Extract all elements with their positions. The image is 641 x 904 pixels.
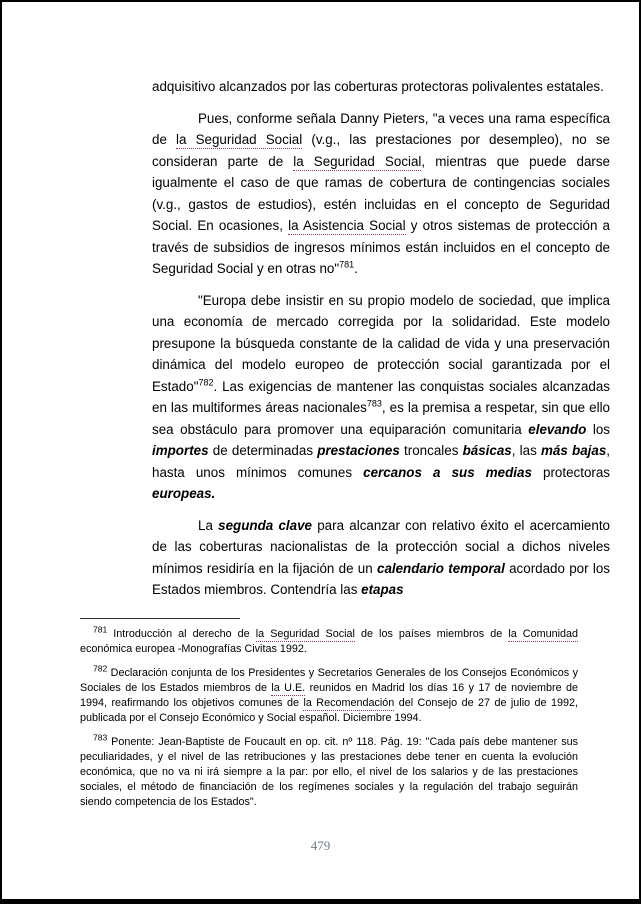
page-number: 479 [310, 838, 331, 853]
flagged-phrase-underline: la Comunidad [508, 628, 579, 640]
text-run: del Consejo de 27 de julio de 1992, publicada por el Consejo Económico y Social español. Diciembre 1994. [80, 697, 578, 724]
text-run: Ponente: Jean-Baptiste de Foucault en op. cit. nº 118. Pág. 19: "Cada país debe mantener sus peculiaridades, y el nivel de las retribuciones y las prestaciones debe tener en cuenta la evolución económica, que no va ni irá siempre a la par: por ello, el nivel de los salarios y de las prestaciones sociales, el método de financiación de los regímenes sociales y la regulación del trabajo seguirán siendo competencia de los Estados". [80, 736, 578, 808]
emphasis-text: elevando [528, 421, 587, 437]
text-run: acordado por los Estados miembros. Contendría las [152, 560, 610, 597]
text-run: La [198, 517, 219, 533]
emphasis-text: cercanos a sus medias [363, 464, 532, 480]
text-run: troncales [399, 443, 463, 458]
footnote-ref: 781 [93, 624, 108, 635]
footnote-783 [80, 732, 578, 810]
text-run: , hasta unos mínimos comunes [152, 443, 611, 480]
flagged-phrase-underline: la Seguridad Social [293, 153, 422, 169]
emphasis-text: etapas [361, 582, 404, 597]
flagged-phrase-underline: la Recomendación [303, 697, 395, 709]
text-run: Declaración conjunta de los Presidentes y Secretarios Generales de los Consejos Económicos y Sociales de los Estados miembros de [80, 667, 578, 694]
text-run: adquisitivo alcanzados por las coberturas protectoras polivalentes estatales. [152, 79, 604, 94]
emphasis-text: prestaciones [317, 443, 400, 458]
text-run: protectoras [531, 464, 610, 480]
text-run: económica europea -Monografías Civitas 1992. [80, 643, 307, 655]
emphasis-text: más bajas [541, 443, 607, 458]
emphasis-text: europeas. [152, 486, 216, 501]
emphasis-text: básicas [462, 443, 512, 458]
emphasis-text: importes [152, 443, 209, 458]
text-run: de los países miembros de [354, 628, 509, 640]
text-run: reunidos en Madrid los días 16 y 17 de noviembre de 1994, reafirmando los objetivos comunes de [80, 682, 578, 709]
footnote-781 [80, 624, 579, 657]
flagged-phrase-underline: la U.E. [271, 682, 306, 694]
body-text [152, 76, 610, 611]
text-run: y otros sistemas de protección a través de subsidios de ingresos mínimos están incluidos en el concepto de Seguridad Social y en otras no" [152, 218, 611, 276]
text-run: los [586, 421, 610, 437]
flagged-phrase-underline: la Seguridad Social [255, 628, 355, 640]
text-run: , las [511, 443, 542, 458]
footnote-ref: 783 [93, 732, 108, 743]
text-run: . [354, 261, 358, 276]
text-run: (v.g., las prestaciones por desempleo), no se consideran parte de [152, 132, 610, 169]
footnote-ref: 782 [93, 663, 108, 674]
footnote-ref: 781 [339, 259, 355, 270]
text-run: , es la premisa a respetar, sin que ello sea obstáculo para promover una equiparación comunitaria [152, 400, 610, 437]
emphasis-text: segunda clave [218, 517, 312, 533]
text-run: "Europa debe insistir en su propio modelo de sociedad, que implica una economía de mercado corregida por la solidaridad. Este modelo presupone la búsqueda constante de la calidad de vida y una preservación dinámica del modelo europeo de protección social garantizada por el Estado" [152, 292, 610, 394]
flagged-phrase-underline: la Seguridad Social [176, 132, 303, 147]
footnote-ref: 782 [198, 377, 214, 388]
body-paragraph-2 [152, 108, 610, 280]
emphasis-text: calendario temporal [377, 560, 505, 576]
body-paragraph-1 [152, 76, 610, 98]
body-paragraph-4 [152, 515, 610, 601]
footnotes-section [80, 618, 578, 819]
footnote-separator [80, 618, 240, 619]
text-run: Pues, conforme señala Danny Pieters, "a veces una rama específica de [152, 110, 610, 147]
text-run: , mientras que puede darse igualmente el caso de que ramas de cobertura de contingencias sociales (v.g., gastos de estudios), estén incluidas en el concepto de Seguridad Social. En ocasiones, [152, 153, 610, 233]
footnote-782 [80, 663, 578, 726]
text-run: de determinadas [208, 443, 318, 458]
body-paragraph-3 [152, 290, 610, 505]
footnote-ref: 783 [366, 398, 382, 409]
text-run: Introducción al derecho de [107, 628, 256, 640]
text-run: para alcanzar con relativo éxito el acercamiento de las coberturas nacionalistas de la protección social a dichos niveles mínimos residiría en la fijación de un [152, 517, 610, 576]
text-run: . Las exigencias de mantener las conquistas sociales alcanzadas en las multiformes áreas nacionales [152, 378, 610, 415]
flagged-phrase-underline: la Asistencia Social [288, 218, 406, 233]
